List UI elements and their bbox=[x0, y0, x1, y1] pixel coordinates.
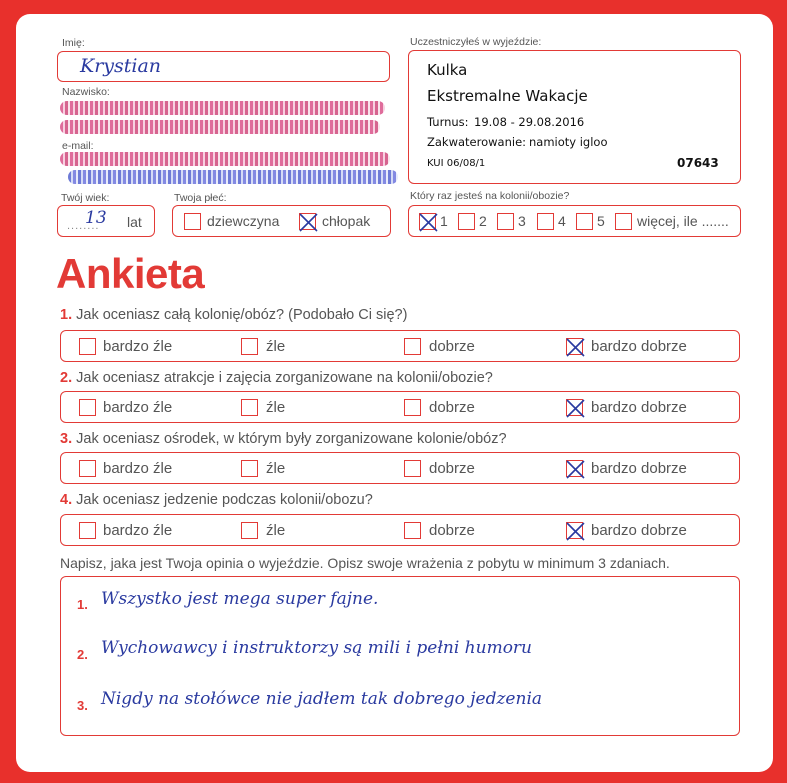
q3-option-bad: źle bbox=[266, 460, 286, 477]
check-mark-icon bbox=[297, 211, 320, 234]
question-1 bbox=[60, 307, 407, 323]
question-3 bbox=[60, 431, 507, 447]
question-3-options bbox=[60, 452, 740, 484]
opinion-prompt: Napisz, jaka jest Twoja opinia o wyjeździe. Opisz swoje wrażenia z pobytu w minimum 3 zdaniach. bbox=[60, 555, 670, 571]
age-label: Twój wiek: bbox=[61, 192, 110, 204]
q2-checkbox-very-bad[interactable] bbox=[79, 399, 96, 416]
email-label: e-mail: bbox=[62, 140, 94, 152]
name-value: Krystian bbox=[80, 55, 162, 77]
check-mark-icon bbox=[564, 520, 587, 543]
trip-code: KUI 06/08/1 bbox=[427, 158, 486, 169]
q3-checkbox-bad[interactable] bbox=[241, 460, 258, 477]
q4-option-bad: źle bbox=[266, 522, 286, 539]
q1-option-very-good: bardzo dobrze bbox=[591, 338, 687, 355]
q4-checkbox-good[interactable] bbox=[404, 522, 421, 539]
q2-option-very-good: bardzo dobrze bbox=[591, 399, 687, 416]
times-label-more: więcej, ile ....... bbox=[637, 213, 729, 229]
participant-label: Uczestniczyłeś w wyjeździe: bbox=[410, 36, 542, 48]
times-checkbox-more[interactable] bbox=[615, 213, 632, 230]
question-4-number: 4. bbox=[60, 492, 73, 508]
q1-checkbox-very-good[interactable] bbox=[566, 338, 583, 355]
question-2-options bbox=[60, 391, 740, 423]
gender-field bbox=[172, 205, 391, 237]
question-4-options bbox=[60, 514, 740, 546]
turnus-value: 19.08 - 29.08.2016 bbox=[474, 115, 585, 129]
redacted-email bbox=[68, 170, 398, 184]
q1-option-good: dobrze bbox=[429, 338, 475, 355]
times-label-2: 2 bbox=[479, 213, 487, 229]
q3-option-very-good: bardzo dobrze bbox=[591, 460, 687, 477]
q2-checkbox-very-good[interactable] bbox=[566, 399, 583, 416]
q2-option-bad: źle bbox=[266, 399, 286, 416]
q3-checkbox-very-bad[interactable] bbox=[79, 460, 96, 477]
q3-checkbox-good[interactable] bbox=[404, 460, 421, 477]
age-field[interactable] bbox=[57, 205, 155, 237]
times-field bbox=[408, 205, 741, 237]
question-1-number: 1. bbox=[60, 307, 73, 323]
opinion-line-1: Wszystko jest mega super fajne. bbox=[101, 589, 379, 609]
question-1-options bbox=[60, 330, 740, 362]
q2-checkbox-bad[interactable] bbox=[241, 399, 258, 416]
opinion-line-1-number: 1. bbox=[77, 597, 88, 612]
trip-number: 07643 bbox=[677, 156, 719, 170]
q4-option-good: dobrze bbox=[429, 522, 475, 539]
gender-label-girl: dziewczyna bbox=[207, 213, 280, 229]
q1-checkbox-very-bad[interactable] bbox=[79, 338, 96, 355]
opinion-box[interactable] bbox=[60, 576, 740, 736]
times-checkbox-4[interactable] bbox=[537, 213, 554, 230]
accommodation-value: namioty igloo bbox=[529, 135, 608, 149]
opinion-line-2: Wychowawcy i instruktorzy są mili i pełni humoru bbox=[101, 638, 533, 658]
trip-line-1: Kulka bbox=[427, 61, 468, 79]
q4-option-very-good: bardzo dobrze bbox=[591, 522, 687, 539]
q3-option-very-bad: bardzo źle bbox=[103, 460, 173, 477]
opinion-line-3-number: 3. bbox=[77, 698, 88, 713]
age-value: 13 bbox=[85, 208, 107, 228]
name-field[interactable] bbox=[57, 51, 390, 82]
q3-option-good: dobrze bbox=[429, 460, 475, 477]
question-2-text: Jak oceniasz atrakcje i zajęcia zorganizowane na kolonii/obozie? bbox=[76, 370, 493, 386]
q1-checkbox-good[interactable] bbox=[404, 338, 421, 355]
question-2-number: 2. bbox=[60, 370, 73, 386]
accommodation-label: Zakwaterowanie: bbox=[427, 135, 527, 149]
trip-line-2: Ekstremalne Wakacje bbox=[427, 87, 588, 105]
q4-option-very-bad: bardzo źle bbox=[103, 522, 173, 539]
age-unit: lat bbox=[127, 214, 142, 230]
q2-checkbox-good[interactable] bbox=[404, 399, 421, 416]
q3-checkbox-very-good[interactable] bbox=[566, 460, 583, 477]
opinion-line-3: Nigdy na stołówce nie jadłem tak dobrego jedzenia bbox=[101, 689, 543, 709]
redacted-surname-top bbox=[60, 101, 385, 115]
q4-checkbox-very-bad[interactable] bbox=[79, 522, 96, 539]
times-checkbox-3[interactable] bbox=[497, 213, 514, 230]
question-3-number: 3. bbox=[60, 431, 73, 447]
question-4-text: Jak oceniasz jedzenie podczas kolonii/obozu? bbox=[76, 492, 373, 508]
question-2 bbox=[60, 370, 493, 386]
trip-info-box bbox=[408, 50, 741, 184]
check-mark-icon bbox=[417, 211, 440, 234]
age-dots: ........ bbox=[67, 220, 100, 232]
q4-checkbox-bad[interactable] bbox=[241, 522, 258, 539]
times-checkbox-2[interactable] bbox=[458, 213, 475, 230]
times-label-1: 1 bbox=[440, 213, 448, 229]
q1-option-very-bad: bardzo źle bbox=[103, 338, 173, 355]
surname-label: Nazwisko: bbox=[62, 86, 110, 98]
check-mark-icon bbox=[564, 336, 587, 359]
check-mark-icon bbox=[564, 397, 587, 420]
q2-option-good: dobrze bbox=[429, 399, 475, 416]
q1-option-bad: źle bbox=[266, 338, 286, 355]
q2-option-very-bad: bardzo źle bbox=[103, 399, 173, 416]
opinion-line-2-number: 2. bbox=[77, 647, 88, 662]
times-checkbox-5[interactable] bbox=[576, 213, 593, 230]
name-label: Imię: bbox=[62, 37, 85, 49]
times-label-5: 5 bbox=[597, 213, 605, 229]
question-3-text: Jak oceniasz ośrodek, w którym były zorganizowane kolonie/obóz? bbox=[76, 431, 507, 447]
redacted-email-top bbox=[60, 152, 390, 166]
check-mark-icon bbox=[564, 458, 587, 481]
times-label-3: 3 bbox=[518, 213, 526, 229]
times-label-4: 4 bbox=[558, 213, 566, 229]
question-1-text: Jak oceniasz całą kolonię/obóz? (Podobało Ci się?) bbox=[76, 307, 408, 323]
q1-checkbox-bad[interactable] bbox=[241, 338, 258, 355]
survey-title: Ankieta bbox=[56, 250, 205, 297]
gender-label-boy: chłopak bbox=[322, 213, 371, 229]
redacted-surname bbox=[60, 120, 380, 134]
question-4 bbox=[60, 492, 373, 508]
gender-label: Twoja płeć: bbox=[174, 192, 227, 204]
turnus-label: Turnus: bbox=[427, 115, 469, 129]
times-checkbox-1[interactable] bbox=[419, 213, 436, 230]
gender-checkbox-boy[interactable] bbox=[299, 213, 316, 230]
q4-checkbox-very-good[interactable] bbox=[566, 522, 583, 539]
times-label: Który raz jesteś na kolonii/obozie? bbox=[410, 190, 570, 202]
gender-checkbox-girl[interactable] bbox=[184, 213, 201, 230]
